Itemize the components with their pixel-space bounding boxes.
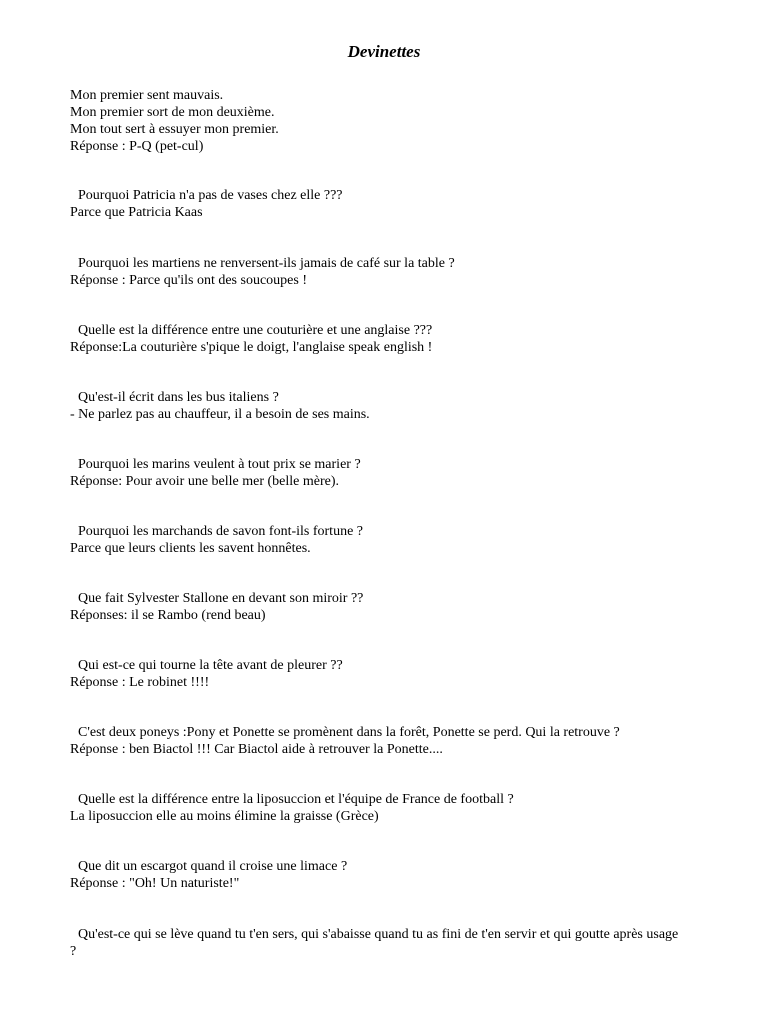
riddle-question: Pourquoi les marins veulent à tout prix se marier ? [78, 457, 361, 472]
riddle-block [70, 187, 710, 221]
riddle-block [70, 590, 710, 624]
riddle-question: Pourquoi Patricia n'a pas de vases chez elle ??? [78, 188, 343, 203]
riddle-answer: La liposuccion elle au moins élimine la graisse (Grèce) [70, 809, 379, 824]
riddle-block [70, 657, 710, 691]
intro-riddle [70, 87, 730, 155]
riddle-block [70, 322, 710, 356]
riddle-block [70, 858, 710, 892]
riddle-question: Qu'est-il écrit dans les bus italiens ? [78, 390, 279, 405]
riddle-block [70, 255, 710, 289]
riddle-answer: Réponse : ben Biactol !!! Car Biactol aide à retrouver la Ponette.... [70, 742, 443, 757]
riddle-answer: Réponse : "Oh! Un naturiste!" [70, 876, 240, 891]
intro-line: Mon tout sert à essuyer mon premier. [70, 122, 279, 137]
riddle-block [70, 389, 710, 423]
riddle-answer: Réponse : Le robinet !!!! [70, 675, 210, 690]
riddle-question: Qui est-ce qui tourne la tête avant de pleurer ?? [78, 658, 343, 673]
riddle-question: Pourquoi les martiens ne renversent-ils jamais de café sur la table ? [78, 256, 455, 271]
riddle-question: Que fait Sylvester Stallone en devant son miroir ?? [78, 591, 364, 606]
page-title: Devinettes [347, 42, 421, 61]
intro-line: Mon premier sort de mon deuxième. [70, 105, 275, 120]
riddle-question: Quelle est la différence entre la liposuccion et l'équipe de France de football ? [78, 792, 514, 807]
riddle-block [70, 523, 710, 557]
riddle-answer: Réponse : Parce qu'ils ont des soucoupes ! [70, 273, 307, 288]
riddle-answer: Réponse: Pour avoir une belle mer (belle mère). [70, 474, 340, 489]
riddle-answer: Réponse:La couturière s'pique le doigt, l'anglaise speak english ! [70, 340, 433, 355]
riddle-block [70, 791, 710, 825]
riddle-answer: Réponses: il se Rambo (rend beau) [70, 608, 266, 623]
riddle-question: Que dit un escargot quand il croise une limace ? [78, 859, 348, 874]
intro-answer: Réponse : P-Q (pet-cul) [70, 139, 204, 154]
riddle-block [70, 456, 710, 490]
riddle-question: Qu'est-ce qui se lève quand tu t'en sers, qui s'abaisse quand tu as fini de t'en servir et qui goutte après usage ? [70, 927, 679, 959]
riddle-answer: Parce que leurs clients les savent honnêtes. [70, 541, 311, 556]
riddle-question: Pourquoi les marchands de savon font-ils fortune ? [78, 524, 363, 539]
intro-line: Mon premier sent mauvais. [70, 88, 224, 103]
riddle-block [70, 926, 680, 960]
riddle-question: Quelle est la différence entre une couturière et une anglaise ??? [78, 323, 433, 338]
riddle-question: C'est deux poneys :Pony et Ponette se promènent dans la forêt, Ponette se perd. Qui la retrouve ? [78, 725, 620, 740]
riddle-block [70, 724, 710, 758]
riddle-answer: Parce que Patricia Kaas [70, 205, 203, 220]
riddle-answer: - Ne parlez pas au chauffeur, il a besoin de ses mains. [70, 407, 370, 422]
